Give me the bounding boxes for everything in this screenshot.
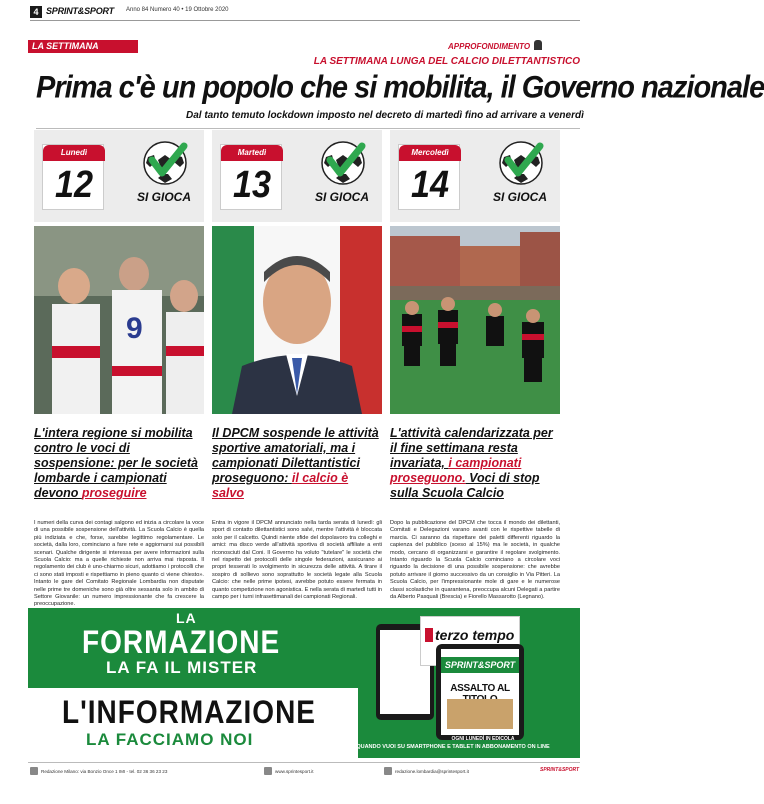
day-card [34,130,204,222]
masthead-logo: SPRINT&SPORT [46,6,114,16]
advertisement-banner[interactable] [28,608,580,758]
footer-website-text: www.sprintesport.it [275,769,314,774]
ad-footer-edicola: OGNI LUNEDÌ IN EDICOLA [451,736,515,742]
title-part: L'intera regione si mobilita contro le voci di sospensione: per le società lombarde i campionati devono [34,426,198,500]
player-icon [534,40,542,50]
day-column-tuesday [212,130,382,608]
column-title [34,426,204,501]
footer-address [30,767,167,775]
status-label: SI GIOCA [314,190,369,204]
calendar-badge [220,144,282,210]
section-label-right [448,40,580,53]
football-check-icon [142,140,188,186]
footer-email-text: redazione.lombardia@sprintesport.it [395,769,469,774]
header-divider [30,20,580,21]
globe-icon [264,767,272,775]
column-body: I numeri della curva dei contagi salgono ed inizia a circolare la voce di una possibile sospensione dell'attività. La Scuola Calcio è quella più indiziata e che, forse, sarebbe legittimo regolamentare. Le società, dalla loro, cominciano a fare rete e aggiornarsi sui possibili scenari. Qualche dirigente si interessa per avere informazioni sulla Scuola Calcio: ma a quelle richieste non arriva mai risposta. Il regolamento dei club è uno-chiarmo sicuri, adottiamo i protocolli che ci sono stati imposti e rispettiamo in pieno quanto ci viene chiesto». Intanto le gare del Comitato Regionale Lombardia non disputate nelle prime tre domeniche sono già oltre sessanta solo in ambito di Settore Giovanile: un numero impressionante che fa crescere la preoccupazione. [34,520,204,608]
paper-logo-mark [425,628,433,642]
day-number: 13 [232,164,272,206]
title-part: Voci di stop sulla Scuola Calcio [390,471,540,500]
phone-icon [436,644,524,740]
day-column-monday [34,130,204,608]
status-label: SI GIOCA [492,190,547,204]
day-name: Lunedì [43,145,105,161]
section-label: LA SETTIMANA [28,40,138,53]
page-header [0,0,580,56]
section-right-text: APPROFONDIMENTO [448,42,531,51]
mail-icon [384,767,392,775]
article-kicker: LA SETTIMANA LUNGA DEL CALCIO DILETTANTISTICO [313,56,580,67]
football-check-icon [320,140,366,186]
column-title [212,426,382,501]
paper-logo-text: terzo tempo [435,627,515,643]
title-highlight: proseguire [81,486,147,500]
footer-address-text: Redazione Milano: via Bonzio Once 1 IMI - tel. 02 36 36 23 23 [41,769,168,774]
football-check-icon [498,140,544,186]
article-subhead: Dal tanto temuto lockdown imposto nel decreto di martedì fino ad arrivare a venerdì [186,110,584,121]
ad-footer-abbonamento: QUANDO VUOI SU SMARTPHONE E TABLET IN ABBONAMENTO ON LINE [356,744,550,750]
ad-devices-illustration [366,614,576,736]
paper-logo [425,627,514,643]
phone-icon [30,767,38,775]
ad-line-la: LA [176,610,197,626]
footer-website[interactable] [264,767,314,775]
phone-headline: ASSALTO AL [450,683,510,694]
day-column-wednesday [390,130,560,608]
phone-picture [447,699,513,729]
page-number: 4 [30,6,42,18]
phone-brand: SPRINT&SPORT [441,657,519,673]
calendar-badge [398,144,460,210]
title-part: L'attività calendarizzata per il fine settimana resta invariata, [390,426,553,470]
issue-info: Anno 84 Numero 40 • 19 Ottobre 2020 [126,7,229,13]
day-card [212,130,382,222]
column-body: Entra in vigore il DPCM annunciato nella tarda serata di lunedì: gli sport di contatto dilettantistici sono salvi, mentre l'attività è bloccata solo per il calcetto. Quindi niente sfide del dopolavoro tra colleghi e amici: ma disco verde all'attività sportiva di società affiliate a enti riconosciuti dal Coni. Il Governo ha voluto "tutelare" le società che nel rispetto dei protocolli delle singole federazioni, assicurano ai propri tesserati lo svolgimento in sicurezza delle attività. A tirare il sospiro di sollievo sono soprattutto le società legate alla Scuola Calcio: che nelle prime ipotesi, avrebbe potuto essere fermata in quanto competizione non agonistica. E nella serata di martedì tutti in campo per i turni infrasettimanali dei campionati Regionali. [212,520,382,601]
day-number: 14 [410,164,450,206]
footer-email[interactable] [384,767,469,775]
ad-line-formazione: FORMAZIONE [82,624,281,660]
headline-divider [36,128,580,129]
title-part: Il DPCM sospende le attività sportive amatoriali, ma i campionati Dilettantistici proseguono: [212,426,379,485]
day-name: Mercoledì [399,145,461,161]
page-footer [28,762,580,778]
svg-text:9: 9 [126,312,143,345]
day-card [390,130,560,222]
title-highlight: i campionati proseguono. [390,456,522,485]
photo-youth-team [34,226,204,414]
column-body: Dopo la pubblicazione del DPCM che tocca il mondo dei dilettanti, Comitati e Delegazioni varano avanti con le rispettive tabelle di marcia. Ci saranno da rispettare dei paletti differenti riguardo la capienza del pubblico (sceso al 15%) ma le società, in qualche modo, cercano di organizzarsi e garantire il regolare svolgimento. Intanto riguardo la Scuola Calcio cominciano a circolare voci riguardo la decisione di una possibile sospensione: che avrebbe potuto arrivare il giorno successivo da un consiglio in Via Pitteri. La Scuola Calcio, per l'impressionante mole di gare e le numerose classi scolastiche in quarantena, preoccupa alcuni Delegati a partire da Alberto Pasquali (Brescia) e Fiorello Massarotto (Legnano). [390,520,560,601]
day-number: 12 [54,164,94,206]
footer-logo: SPRINT&SPORT [540,767,580,773]
day-name: Martedì [221,145,283,161]
ad-line-mister: LA FA IL MISTER [106,658,258,677]
ad-line-facciamo: LA FACCIAMO NOI [86,730,254,749]
article-headline: Prima c'è un popolo che si mobilita, il Governo nazionale [36,70,764,106]
ad-line-informazione: L'INFORMAZIONE [62,694,316,730]
phone-screen [441,649,519,735]
photo-kids-pitch [390,226,560,414]
column-title [390,426,560,501]
status-label: SI GIOCA [136,190,191,204]
title-highlight: il calcio è salvo [212,471,349,500]
calendar-badge [42,144,104,210]
photo-prime-minister [212,226,382,414]
